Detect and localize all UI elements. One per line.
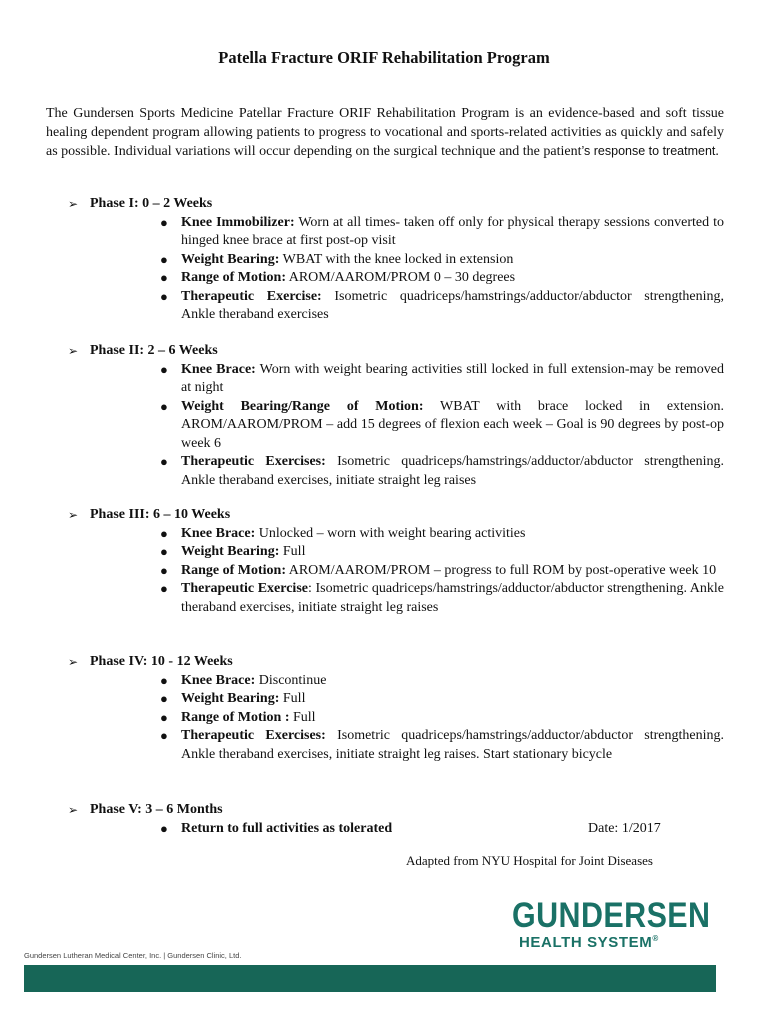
list-item xyxy=(68,398,724,454)
phase-heading xyxy=(68,653,724,672)
arrow-bullet-icon: ➢ xyxy=(68,508,79,522)
bullet-icon: ● xyxy=(160,398,168,414)
phase-item-list xyxy=(68,214,724,325)
list-item xyxy=(68,361,724,398)
logo-subtitle-text: HEALTH SYSTEM xyxy=(519,934,653,951)
list-item xyxy=(68,543,724,562)
bullet-icon: ● xyxy=(160,709,168,725)
phase-item-list xyxy=(68,820,724,839)
item-label: Weight Bearing: xyxy=(181,544,280,559)
list-item xyxy=(68,251,724,270)
bullet-icon: ● xyxy=(160,672,168,688)
bullet-icon: ● xyxy=(160,361,168,377)
bullet-icon: ● xyxy=(160,728,168,743)
item-label: Weight Bearing/Range of Motion: xyxy=(181,398,424,414)
phase-title: Phase II: 2 – 6 Weeks xyxy=(90,343,218,358)
phase-1-section xyxy=(68,195,724,325)
item-label: Range of Motion: xyxy=(181,270,286,285)
list-item xyxy=(68,288,724,325)
bullet-icon: ● xyxy=(160,251,168,267)
item-label: Therapeutic Exercise: xyxy=(181,288,322,304)
item-text: Isometric quadriceps/hamstrings/adductor/abductor strengthening. Ankle theraband exercises, initiate straight leg raises xyxy=(181,454,724,488)
document-title: Patella Fracture ORIF Rehabilitation Program xyxy=(218,48,550,67)
phase-item-list xyxy=(68,361,724,491)
phase-4-section xyxy=(68,653,724,764)
item-label: Therapeutic Exercises: xyxy=(181,454,326,469)
item-label: Therapeutic Exercise xyxy=(181,581,308,596)
item-label: Range of Motion: xyxy=(181,562,286,578)
list-item xyxy=(68,727,724,764)
bullet-icon: ● xyxy=(160,544,168,559)
phase-title: Phase IV: 10 - 12 Weeks xyxy=(90,654,233,669)
list-item xyxy=(68,672,724,691)
gundersen-logo xyxy=(512,896,711,951)
item-text: Discontinue xyxy=(255,672,327,688)
item-label: Return to full activities as tolerated xyxy=(181,820,393,836)
footer-organization: Gundersen Lutheran Medical Center, Inc. | Gundersen Clinic, Ltd. xyxy=(24,951,242,960)
phase-heading xyxy=(68,342,724,361)
bullet-icon: ● xyxy=(160,562,168,578)
bullet-icon: ● xyxy=(160,270,168,285)
list-item xyxy=(68,820,724,839)
phase-item-list xyxy=(68,525,724,618)
list-item xyxy=(68,525,724,544)
list-item xyxy=(68,562,724,581)
list-item xyxy=(68,709,724,728)
bullet-icon: ● xyxy=(160,691,168,706)
bullet-icon: ● xyxy=(160,525,168,541)
phase-title: Phase V: 3 – 6 Months xyxy=(90,802,223,817)
item-text: Full xyxy=(289,709,316,725)
item-text: Isometric quadriceps/hamstrings/adductor/abductor strengthening. Ankle theraband exercises, initiate straight leg raises. Start stationary bicycle xyxy=(181,728,724,762)
registered-mark: ® xyxy=(652,934,659,943)
logo-subtitle xyxy=(512,934,702,951)
intro-paragraph xyxy=(46,104,724,161)
arrow-bullet-icon: ➢ xyxy=(68,803,79,817)
list-item xyxy=(68,690,724,709)
arrow-bullet-icon: ➢ xyxy=(68,197,79,211)
item-label: Weight Bearing: xyxy=(181,691,280,706)
bullet-icon: ● xyxy=(160,820,168,836)
logo-wordmark: GUNDERSEN xyxy=(512,896,711,935)
phase-heading xyxy=(68,801,724,820)
item-text: Worn at all times- taken off only for physical therapy sessions converted to hinged knee brace at first post-op visit xyxy=(181,214,724,248)
item-text: Full xyxy=(279,691,306,706)
phase-item-list xyxy=(68,672,724,765)
item-label: Knee Brace: xyxy=(181,361,256,377)
intro-text-tail: ’s response to treatment xyxy=(581,144,716,158)
item-text: : Isometric quadriceps/hamstrings/adductor/abductor strengthening. Ankle theraband exercises, initiate straight leg raises xyxy=(181,581,724,615)
phase-title: Phase III: 6 – 10 Weeks xyxy=(90,507,231,522)
list-item xyxy=(68,453,724,490)
bullet-icon: ● xyxy=(160,288,168,304)
item-text: WBAT with brace locked in extension. AROM/AAROM/PROM – add 15 degrees of flexion each week – Goal is 90 degrees by post-op week 6 xyxy=(181,398,724,451)
list-item xyxy=(68,214,724,251)
arrow-bullet-icon: ➢ xyxy=(68,344,79,358)
list-item xyxy=(68,269,724,288)
bullet-icon: ● xyxy=(160,214,168,230)
intro-text-end: . xyxy=(715,144,719,159)
phase-heading xyxy=(68,506,724,525)
list-item xyxy=(68,580,724,617)
bullet-icon: ● xyxy=(160,581,168,596)
item-label: Knee Immobilizer: xyxy=(181,214,295,230)
item-label: Knee Brace: xyxy=(181,525,256,541)
phase-2-section xyxy=(68,342,724,490)
phase-heading xyxy=(68,195,724,214)
phase-3-section xyxy=(68,506,724,617)
item-label: Weight Bearing: xyxy=(181,251,280,267)
item-label: Range of Motion : xyxy=(181,709,290,725)
bullet-icon: ● xyxy=(160,454,168,469)
item-text: WBAT with the knee locked in extension xyxy=(279,251,514,267)
item-text: AROM/AAROM/PROM 0 – 30 degrees xyxy=(286,270,516,285)
item-text: Isometric quadriceps/hamstrings/adductor/abductor strengthening, Ankle theraband exercises xyxy=(181,288,724,322)
item-label: Therapeutic Exercises: xyxy=(181,728,326,743)
arrow-bullet-icon: ➢ xyxy=(68,655,79,669)
revision-date: Date: 1/2017 xyxy=(588,820,661,836)
item-text: Full xyxy=(279,544,306,559)
intro-text: The Gundersen Sports Medicine Patellar Fracture ORIF Rehabilitation Program is an evidence-based and soft tissue healing dependent program allowing patients to progress to vocational and sports-related activities as quickly and safely as possible. Individual variations will occur depending on the surgical technique and the patient xyxy=(46,106,724,159)
item-text: Unlocked – worn with weight bearing activities xyxy=(255,525,526,541)
phase-title: Phase I: 0 – 2 Weeks xyxy=(90,196,213,211)
phase-5-section xyxy=(68,801,724,838)
item-label: Knee Brace: xyxy=(181,672,256,688)
adaptation-credit: Adapted from NYU Hospital for Joint Diseases xyxy=(406,853,653,868)
item-text: AROM/AAROM/PROM – progress to full ROM by post-operative week 10 xyxy=(286,562,717,578)
footer-band xyxy=(24,965,716,992)
item-text: Worn with weight bearing activities still locked in full extension-may be removed at night xyxy=(181,361,724,395)
